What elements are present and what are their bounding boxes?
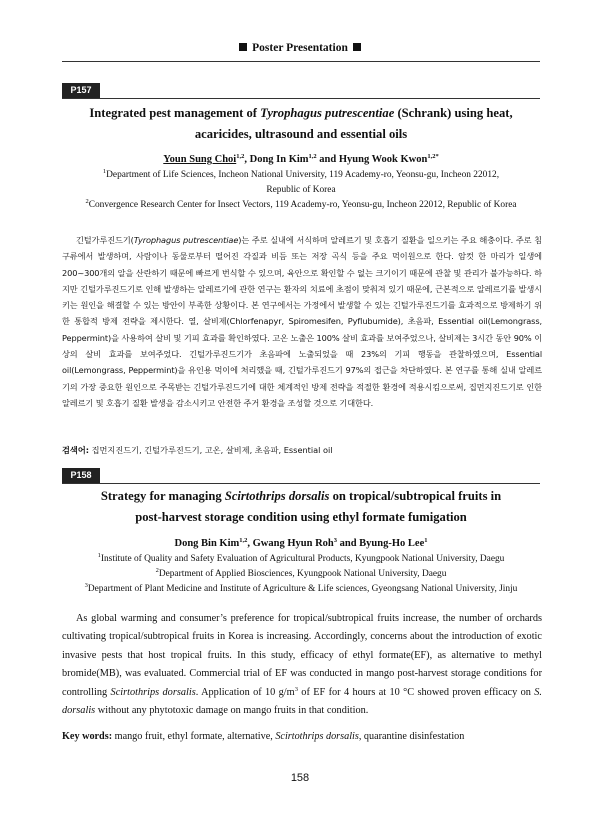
- abstract-title: Strategy for managing Scirtothrips dorsalis on tropical/subtropical fruits in post-harvest storage condition using ethyl formate fumigation: [100, 489, 502, 524]
- author-list: Youn Sung Choi$^{1,2}$, Dong In Kim$^{1,2}$ and Hyung Wook Kwon$^{1,2*}$: [163, 153, 439, 165]
- header-divider: [62, 61, 540, 62]
- presenting-author: Youn Sung Choi: [163, 154, 237, 165]
- abstract-body: As global warming and consumer’s preference for tropical/subtropical fruits increase, the number of orchards cultivating tropical/subtropical fruits in Korea is increasing. Accordingly, concerns about the introduction of exotic invasive pests that host tropical fruits. In this study, efficacy of ethyl formate(EF), as alternative to methyl bromide(MB), was evaluated. Commercial trial of EF was conducted in mango post-harvest storage conditions for controlling Scirtothrips dorsalis. Application of 10 $g/m^3$ of EF for 4 hours at 10 °C showed proven efficacy on S. dorsalis without any phytotoxic damage on mango fruits in that condition.: [62, 613, 542, 717]
- abstract-id-badge: P158: [62, 468, 100, 483]
- affiliations: $^1$Institute of Quality and Safety Evaluation of Agricultural Products, Kyungpook National University, Daegu $^2$Department of Applied Biosciences, Kyungpook National University, Daegu $^3$Department of Plant Medicine and Institute of Agriculture & Life sciences, Gyeongsang National University, Jinju: [84, 552, 518, 594]
- square-bullet-icon: [239, 43, 247, 51]
- square-bullet-icon: [353, 43, 361, 51]
- page-number: 158: [290, 772, 310, 784]
- abstract-divider: [62, 483, 540, 484]
- abstract-title: Integrated pest management of Tyrophagus putrescentiae (Schrank) using heat, acaricides, ultrasound and essential oils: [89, 106, 513, 141]
- abstract-id-badge: P157: [62, 83, 100, 98]
- section-header: [0, 42, 600, 54]
- abstract-divider: [62, 98, 540, 99]
- author-list: Dong Bin Kim$^{1,2}$, Gwang Hyun Roh$^3$ and Byung-Ho Lee$^1$: [174, 537, 428, 549]
- abstract-body: 긴털가루진드기(Tyrophagus putrescentiae)는 주로 실내에 서식하며 알레르기 및 호흡기 질환을 일으키는 주요 해충이다. 주로 침구류에서 발생하며, 사람이나 동물로부터 떨어진 각질과 비듬 또는 저장 곡식 등을 주요 먹이원으로 한다. 암컷 한 마리가 일생에 200~300개의 알을 산란하기 때문에 빠르게 번식할 수 있으며, 육안으로 확인할 수 없는 크기이기 때문에 관찰 및 관리가 불가능하다. 하지만 긴털가루진드기로 인해 발생하는 알레르기에 관한 연구는 환자의 치료에 초점이 맞춰져 있기 때문에, 근본적으로 알레르기를 발생시키는 원인을 해결할 수 있는 방안이 부족한 상황이다. 본 연구에서는 가정에서 발생할 수 있는 긴털가루진드기를 효과적으로 방제하기 위한 통합적 방제 전략을 제시한다. 열, 살비제(Chlorfenapyr, Spiromesifen, Pyflubumide), 초음파, Essential oil(Lemongrass, Peppermint)을 사용하여 살비 및 기피 효과를 확인하였다. 고온 노출은 100% 살비 효과를 보여주었으나, 살비제는 3시간 동안 90% 이상의 살비 효과를 보여주었다. 긴털가루진드기가 초음파에 노출되었을 때 23%의 기피 행동을 관찰하였으며, Essential oil(Lemongrass, Peppermint)을 유인용 먹이에 처리했을 때, 긴털가루진드기 97%의 접근을 차단하였다. 본 연구를 통해 실내 알레르기의 가장 중요한 원인으로 주목받는 긴털가루진드기에 대한 체계적인 방제 전략을 적절한 환경에 적용시킴으로써, 집먼지진드기로 인한 알레르기 및 호흡기 질환 발생을 감소시키고 안전한 주거 환경을 조성할 것으로 기대한다.: [62, 235, 542, 408]
- section-header-label: Poster Presentation: [252, 42, 348, 54]
- affiliations: $^1$Department of Life Sciences, Incheon National University, 119 Academy-ro, Yeonsu-gu, Incheon 22012, Republic of Korea $^2$Convergence Research Center for Insect Vectors, 119 Academy-ro, Yeonsu-gu, Incheon 22012, Republic of Korea: [85, 168, 517, 210]
- keywords: 검색어: 집먼지진드기, 긴털가루진드기, 고온, 살비제, 초음파, Essential oil: [62, 445, 333, 455]
- keywords: Key words: mango fruit, ethyl formate, alternative, Scirtothrips dorsalis, quarantine disinfestation: [62, 731, 465, 742]
